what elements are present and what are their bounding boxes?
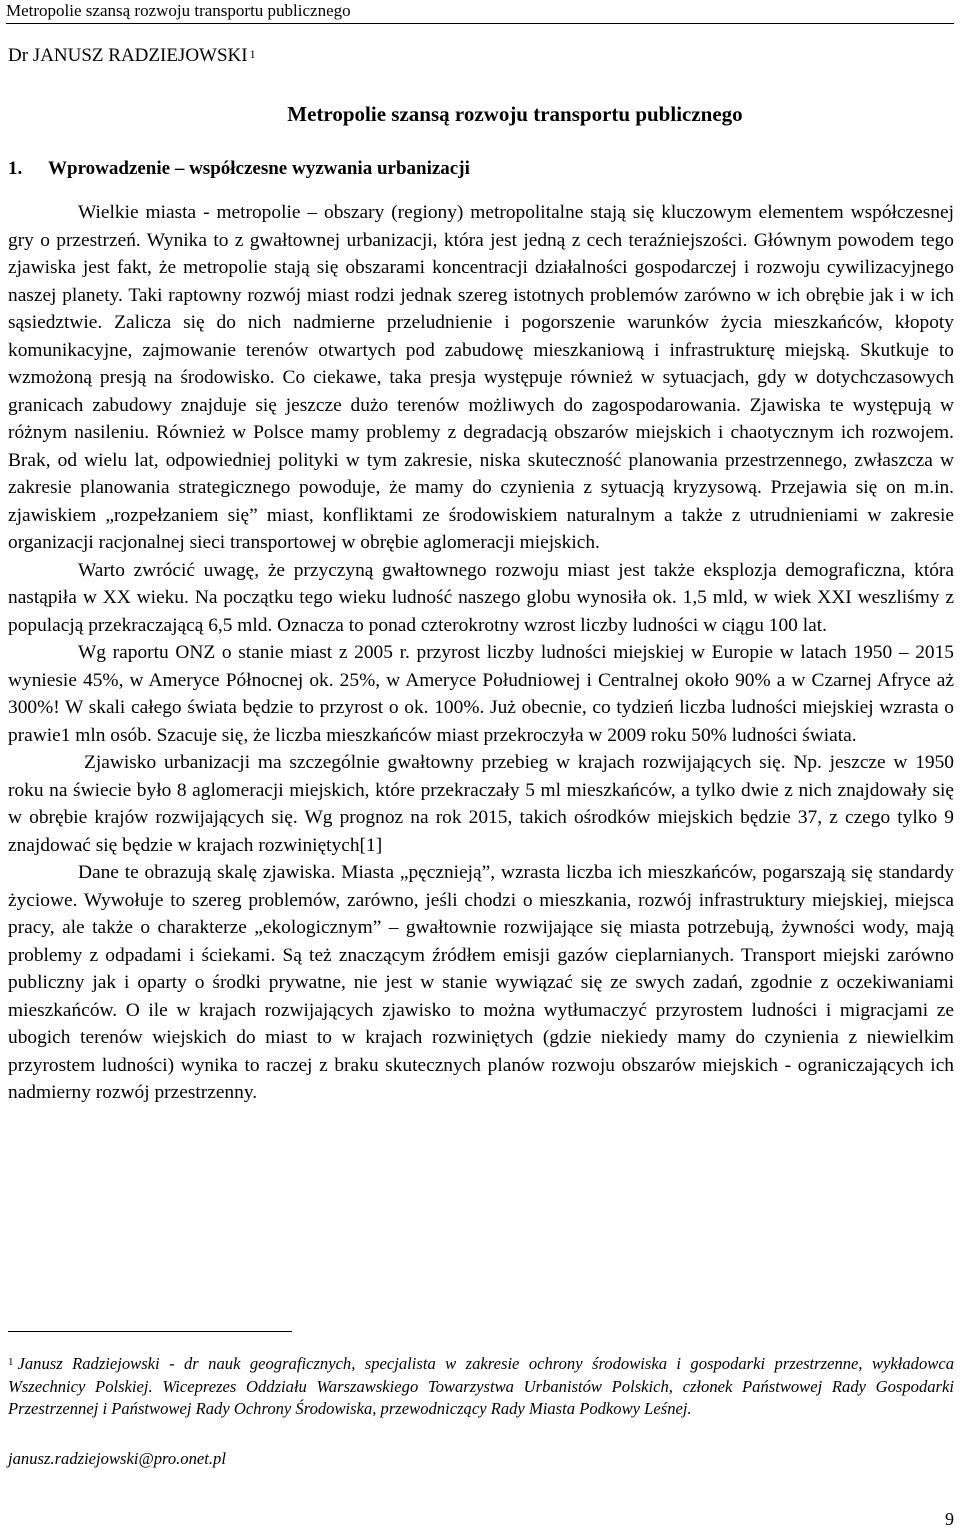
author-name-text: Dr JANUSZ RADZIEJOWSKI bbox=[8, 45, 248, 66]
footnote-mark: 1 bbox=[8, 1356, 14, 1368]
paragraph-1: Wielkie miasta - metropolie – obszary (regiony) metropolitalne stają się kluczowym elementem współczesnej gry o przestrzeń. Wynika to z gwałtownej urbanizacji, która jest jedną z cech teraźniejszości. Głównym powodem tego zjawiska jest fakt, że metropolie stają się obszarami koncentracji działalności gospodarczej i rozwoju cywilizacyjnego naszej planety. Taki raptowny rozwój miast rodzi jednak szereg istotnych problemów zarówno w ich obrębie jak i w ich sąsiedztwie. Zalicza się do nich nadmierne przeludnienie i pogorszenie warunków życia mieszkańców, kłopoty komunikacyjne, zajmowanie terenów otwartych pod zabudowę mieszkaniową i infrastrukturę miejską. Skutkuje to wzmożoną presją na środowisko. Co ciekawe, taka presja występuje również w sytuacjach, gdy w dotychczasowych granicach zabudowy znajduje się jeszcze dużo terenów możliwych do zagospodarowania. Zjawiska te występują w różnym nasileniu. Również w Polsce mamy problemy z degradacją obszarów miejskich i chaotycznym ich rozwojem. Brak, od wielu lat, odpowiedniej polityki w tym zakresie, niska skuteczność planowania przestrzennego, zwłaszcza w zakresie planowania strategicznego powoduje, że mamy do czynienia z sytuacją kryzysową. Przejawia się on m.in. zjawiskiem „rozpełzaniem się” miast, konfliktami ze środowiskiem naturalnym a także z utrudnieniami w zakresie organizacji racjonalnej sieci transportowej w obrębie aglomeracji miejskich. bbox=[8, 202, 954, 553]
author-email-link[interactable]: janusz.radziejowski@pro.onet.pl bbox=[8, 1449, 226, 1468]
paragraph-5: Dane te obrazują skalę zjawiska. Miasta „pęcznieją”, wzrasta liczba ich mieszkańców, pogarszają się standardy życiowe. Wywołuje to szereg problemów, zarówno, jeśli chodzi o mieszkania, rozwój infrastruktury miejskiej, miejsca pracy, ale także o charakterze „ekologicznym” – gwałtownie rozwijające się miasta potrzebują, żywności wody, mają problemy z odpadami i ściekami. Są też znaczącym źródłem emisji gazów cieplarnianych. Transport miejski zarówno publiczny jak i oparty o środki prywatne, nie jest w stanie wywiązać się ze swych zadań, zgodnie z oczekiwaniami mieszkańców. O ile w krajach rozwijających zjawisko to można wytłumaczyć przyrostem ludności i migracjami ze ubogich terenów wiejskich do miast to w krajach rozwiniętych (gdzie niekiedy mamy do czynienia z niewielkim przyrostem ludności) wynika to raczej z braku skutecznych planów rozwoju obszarów miejskich - ograniczających ich nadmierny rozwój przestrzenny. bbox=[8, 862, 954, 1103]
running-header: Metropolie szansą rozwoju transportu publicznego bbox=[6, 1, 954, 24]
section-title: Wprowadzenie – współczesne wyzwania urbanizacji bbox=[48, 158, 470, 179]
page-title: Metropolie szansą rozwoju transportu publicznego bbox=[287, 102, 743, 126]
author-footnote-mark[interactable]: 1 bbox=[249, 47, 256, 61]
author-name bbox=[8, 44, 256, 68]
footnote-separator bbox=[8, 1331, 292, 1332]
footnote-text: Janusz Radziejowski - dr nauk geograficznych, specjalista w zakresie ochrony środowiska i gospodarki przestrzenne, wykładowca Wszechnicy Polskiej. Wiceprezes Oddziału Warszawskiego Towarzystwa Urbanistów Polskich, członek Państwowej Rady Gospodarki Przestrzennej i Państwowej Rady Ochrony Środowiska, przewodniczący Rady Miasta Podkowy Leśnej. bbox=[8, 1354, 954, 1418]
article-body bbox=[8, 199, 954, 1107]
footnote bbox=[8, 1353, 954, 1421]
paragraph-4: Zjawisko urbanizacji ma szczególnie gwałtowny przebieg w krajach rozwijających się. Np. jeszcze w 1950 roku na świecie było 8 aglomeracji miejskich, które przekraczały 5 ml mieszkańców, a tylko dwie z nich znajdowały się w obrębie krajów rozwijających się. Wg prognoz na rok 2015, takich ośrodków miejskich będzie 37, z czego tylko 9 znajdować się będzie w krajach rozwiniętych[1] bbox=[8, 752, 954, 856]
paragraph-3: Wg raportu ONZ o stanie miast z 2005 r. przyrost liczby ludności miejskiej w Europie w latach 1950 – 2015 wyniesie 45%, w Ameryce Północnej ok. 25%, w Ameryce Południowej i Centralnej około 90% a w Czarnej Afryce aż 300%! W skali całego świata będzie to przyrost o ok. 100%. Już obecnie, co tydzień liczba ludności miejskiej wzrasta o prawie1 mln osób. Szacuje się, że liczba mieszkańców miast przekroczyła w 2009 roku 50% ludności świata. bbox=[8, 642, 954, 746]
section-number: 1. bbox=[8, 158, 23, 179]
page-number: 9 bbox=[945, 1509, 954, 1529]
section-heading bbox=[8, 157, 470, 181]
paragraph-2: Warto zwrócić uwagę, że przyczyną gwałtownego rozwoju miast jest także eksplozja demograficzna, która nastąpiła w XX wieku. Na początku tego wieku ludność naszego globu wynosiła ok. 1,5 mld, w wiek XXI weszliśmy z populacją przekraczającą 6,5 mld. Oznacza to ponad czterokrotny wzrost liczby ludności w ciągu 100 lat. bbox=[8, 559, 954, 636]
